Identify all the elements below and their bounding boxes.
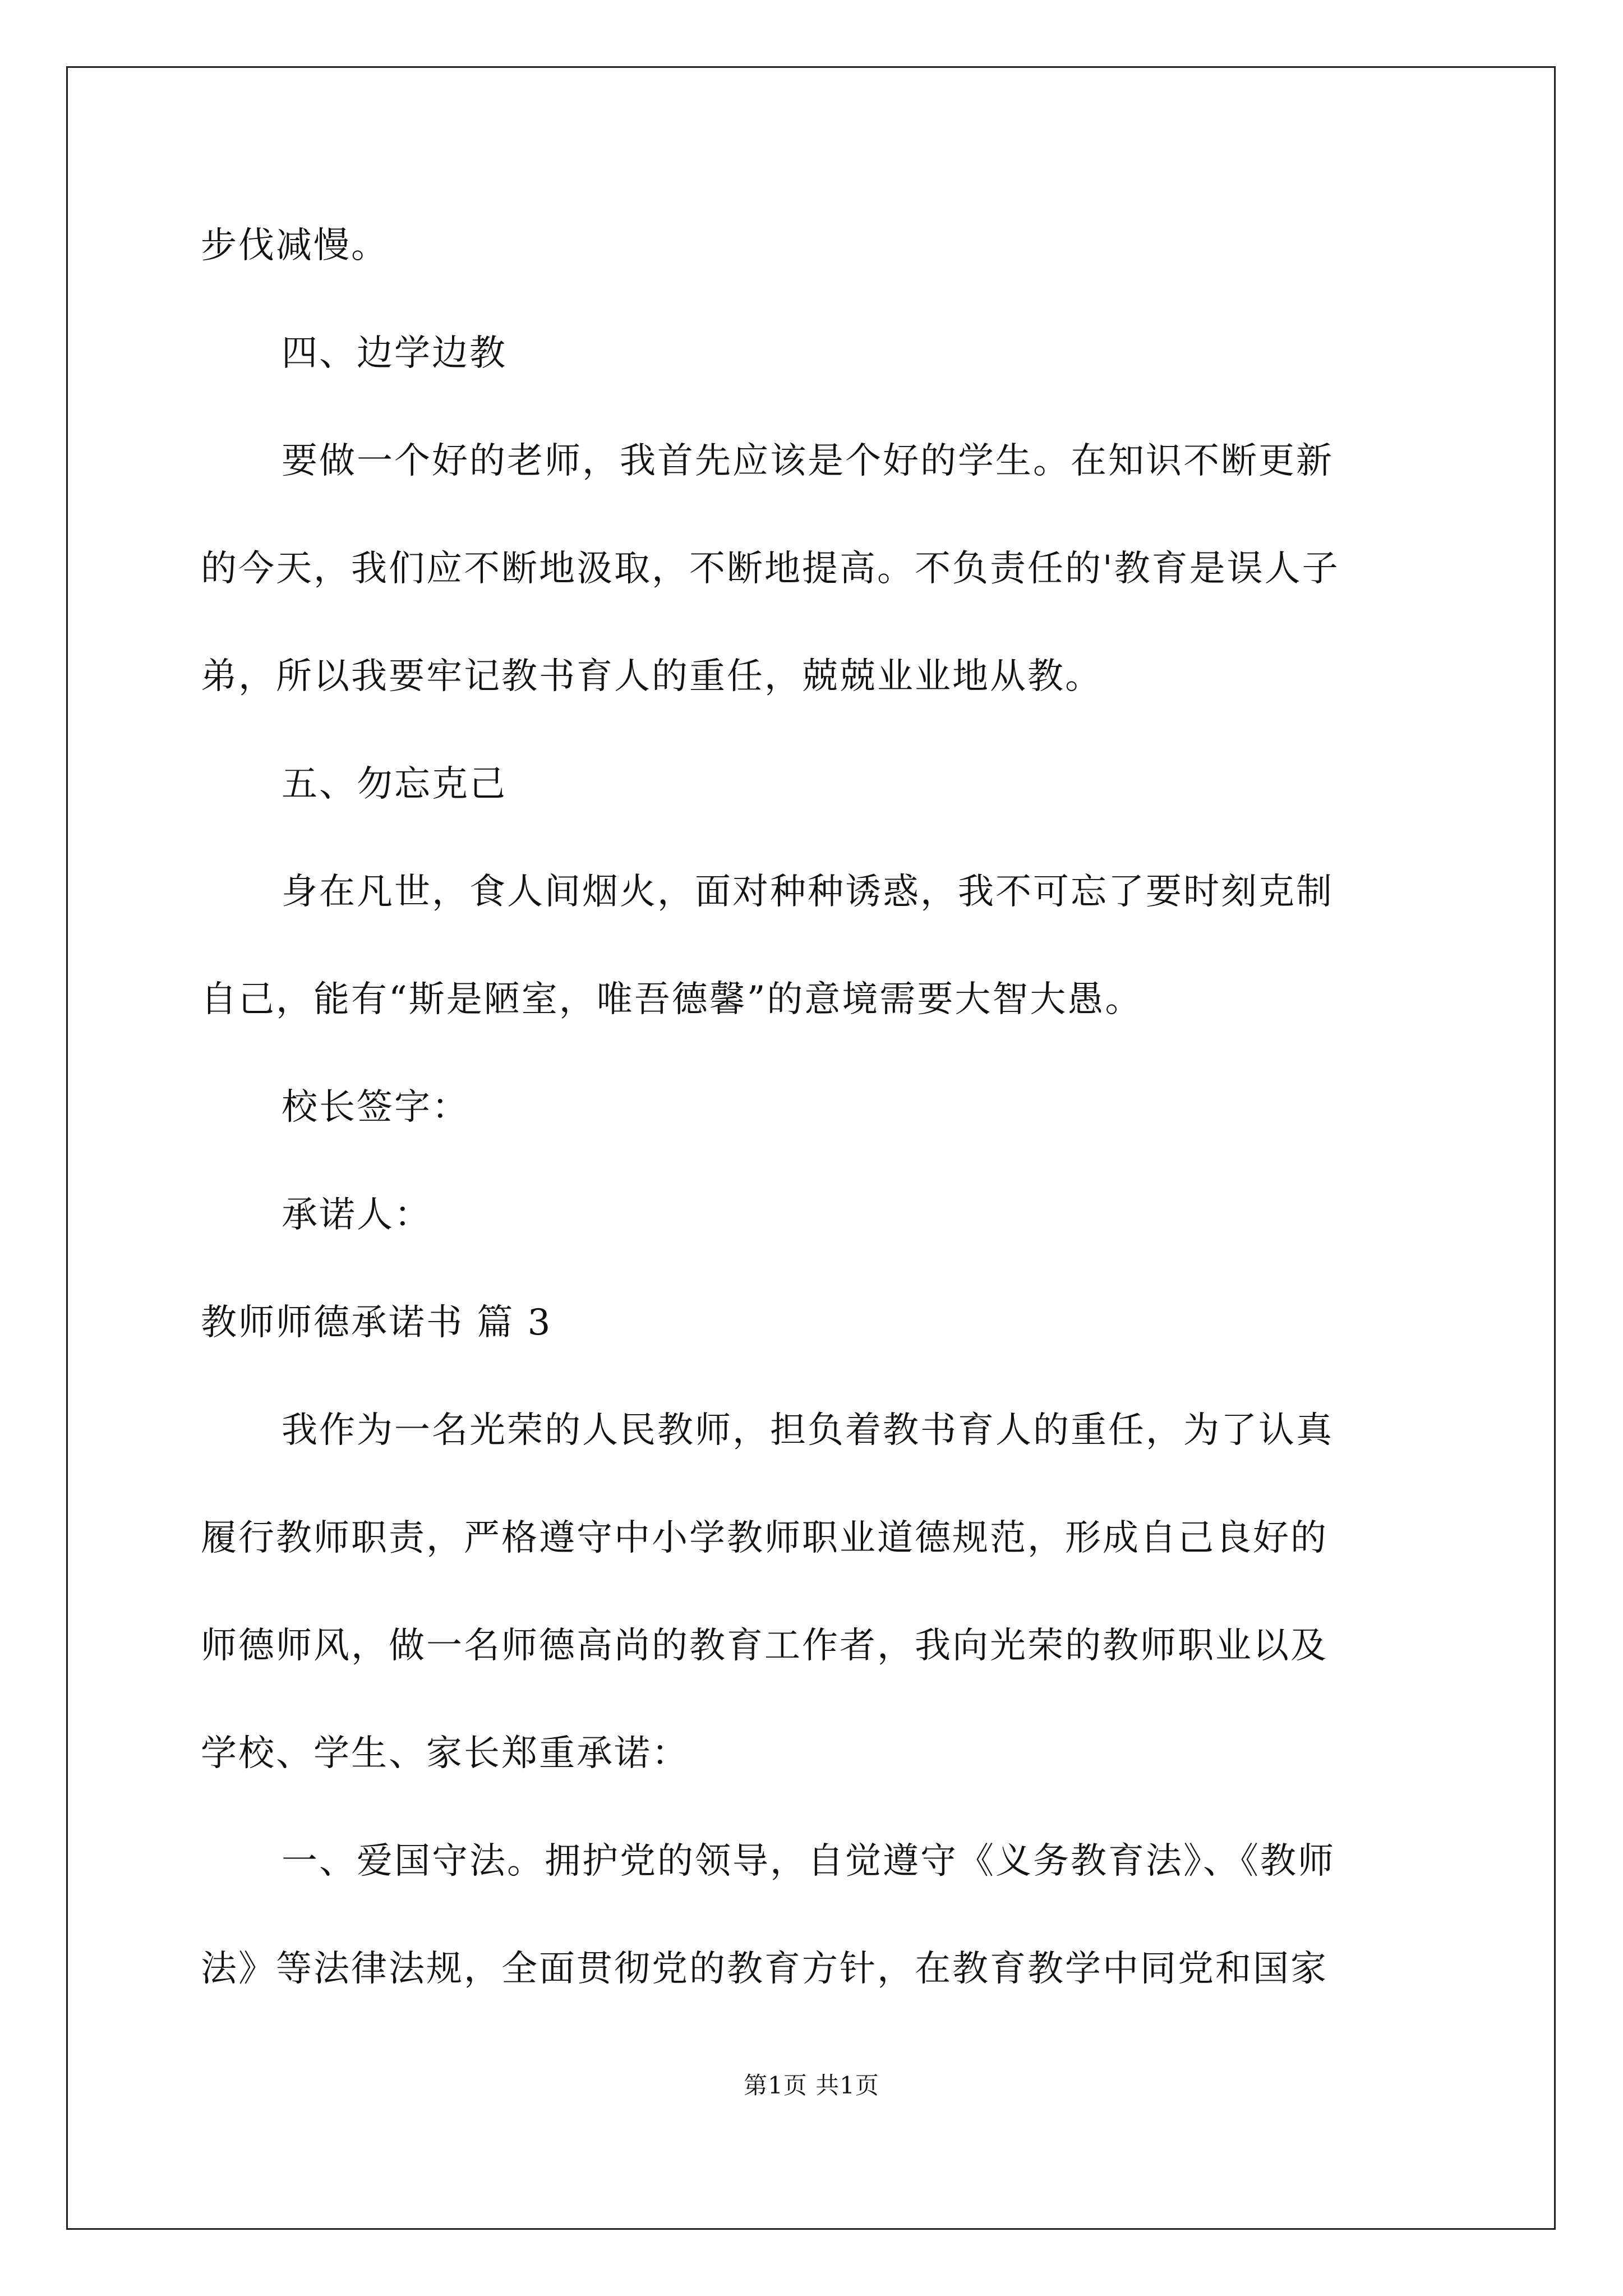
text-line: 弟，所以我要牢记教书育人的重任，兢兢业业地从教。 [201, 656, 1103, 697]
text-line: 履行教师职责，严格遵守中小学教师职业道德规范，形成自己良好的 [201, 1517, 1328, 1559]
text-line: 法》等法律法规，全面贯彻党的教育方针，在教育教学中同党和国家 [201, 1948, 1328, 1990]
signature-label-promisor: 承诺人： [282, 1194, 432, 1236]
document-title: 教师师德承诺书 篇 3 [201, 1302, 552, 1343]
text-line: 我作为一名光荣的人民教师，担负着教书育人的重任，为了认真 [282, 1410, 1334, 1451]
text-line: 自己，能有“斯是陋室，唯吾德馨”的意境需要大智大愚。 [201, 979, 1143, 1020]
document-body [201, 219, 1423, 1996]
text-line: 身在凡世，食人间烟火，面对种种诱惑，我不可忘了要时刻克制 [282, 871, 1334, 913]
text-line: 的今天，我们应不断地汲取，不断地提高。不负责任的'教育是误人子 [201, 548, 1340, 590]
page-number: 第1页 共1页 [744, 2072, 879, 2099]
signature-label-principal: 校长签字： [282, 1087, 469, 1128]
section-heading: 五、勿忘克己 [282, 763, 507, 805]
text-line: 步伐减慢。 [201, 225, 389, 266]
text-line: 师德师风，做一名师德高尚的教育工作者，我向光荣的教师职业以及 [201, 1625, 1328, 1667]
text-line: 学校、学生、家长郑重承诺： [201, 1733, 689, 1774]
text-line: 一、爱国守法。拥护党的领导，自觉遵守《义务教育法》、《教师 [282, 1841, 1335, 1882]
section-heading: 四、边学边教 [282, 333, 507, 374]
text-line: 要做一个好的老师，我首先应该是个好的学生。在知识不断更新 [282, 440, 1334, 482]
